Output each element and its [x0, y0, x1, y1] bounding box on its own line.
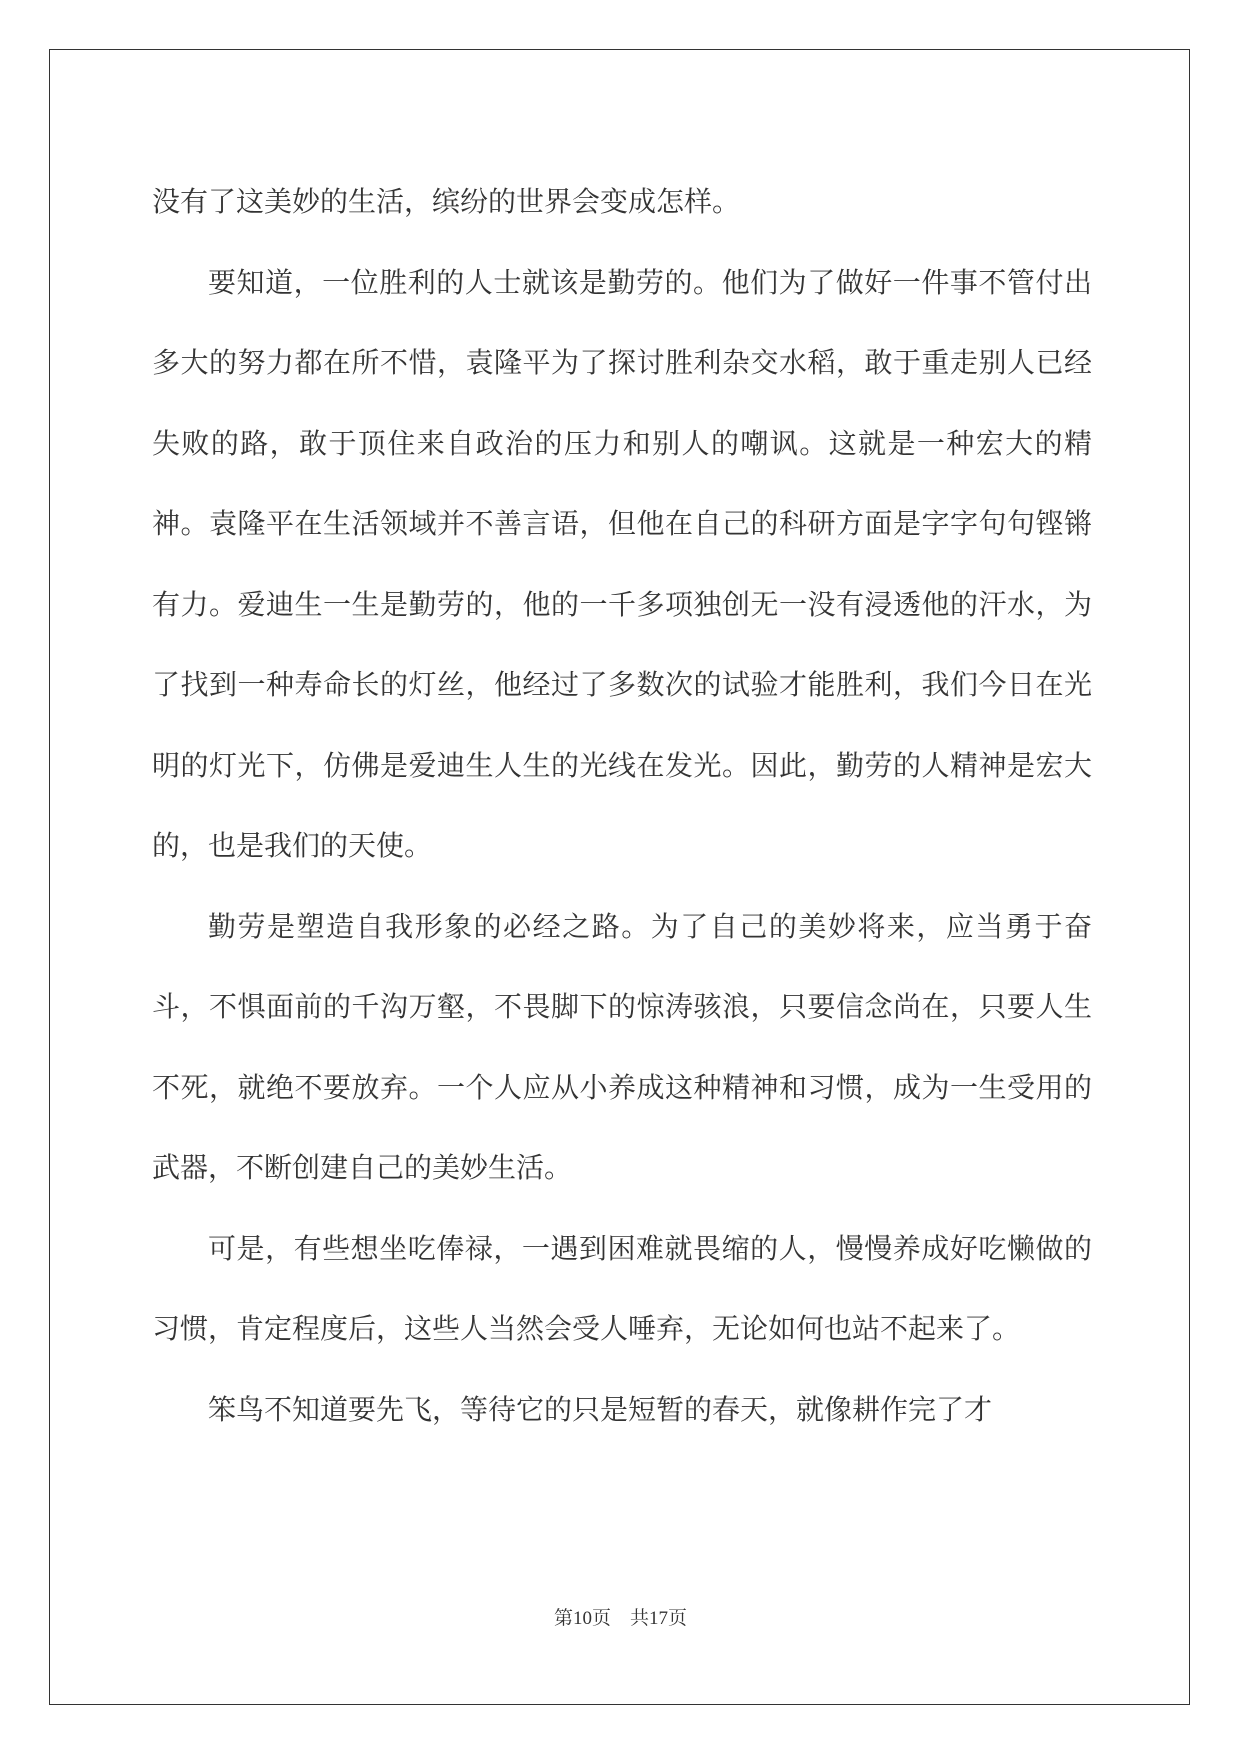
paragraph-3: 勤劳是塑造自我形象的必经之路。为了自己的美妙将来，应当勇于奋斗，不惧面前的千沟万壑，不畏脚下的惊涛骇浪，只要信念尚在，只要人生不死，就绝不要放弃。一个人应从小养成这种精神和习惯，成为一生受用的武器，不断创建自己的美妙生活。 — [152, 909, 1092, 1184]
paragraph-5: 笨鸟不知道要先飞，等待它的只是短暂的春天，就像耕作完了才 — [208, 1392, 993, 1426]
page-number-footer: 第10页 共17页 — [553, 1608, 687, 1629]
document-body — [152, 162, 1092, 1450]
paragraph-4: 可是，有些想坐吃俸禄，一遇到困难就畏缩的人，慢慢养成好吃懒做的习惯，肯定程度后，这些人当然会受人唾弃，无论如何也站不起来了。 — [152, 1231, 1092, 1345]
paragraph-2: 要知道，一位胜利的人士就该是勤劳的。他们为了做好一件事不管付出多大的努力都在所不惜，袁隆平为了探讨胜利杂交水稻，敢于重走别人已经失败的路，敢于顶住来自政治的压力和别人的嘲讽。这就是一种宏大的精神。袁隆平在生活领域并不善言语，但他在自己的科研方面是字字句句铿锵有力。爱迪生一生是勤劳的，他的一千多项独创无一没有浸透他的汗水，为了找到一种寿命长的灯丝，他经过了多数次的试验才能胜利，我们今日在光明的灯光下，仿佛是爱迪生人生的光线在发光。因此，勤劳的人精神是宏大的，也是我们的天使。 — [152, 265, 1092, 862]
paragraph-1: 没有了这美妙的生活，缤纷的世界会变成怎样。 — [152, 185, 741, 218]
